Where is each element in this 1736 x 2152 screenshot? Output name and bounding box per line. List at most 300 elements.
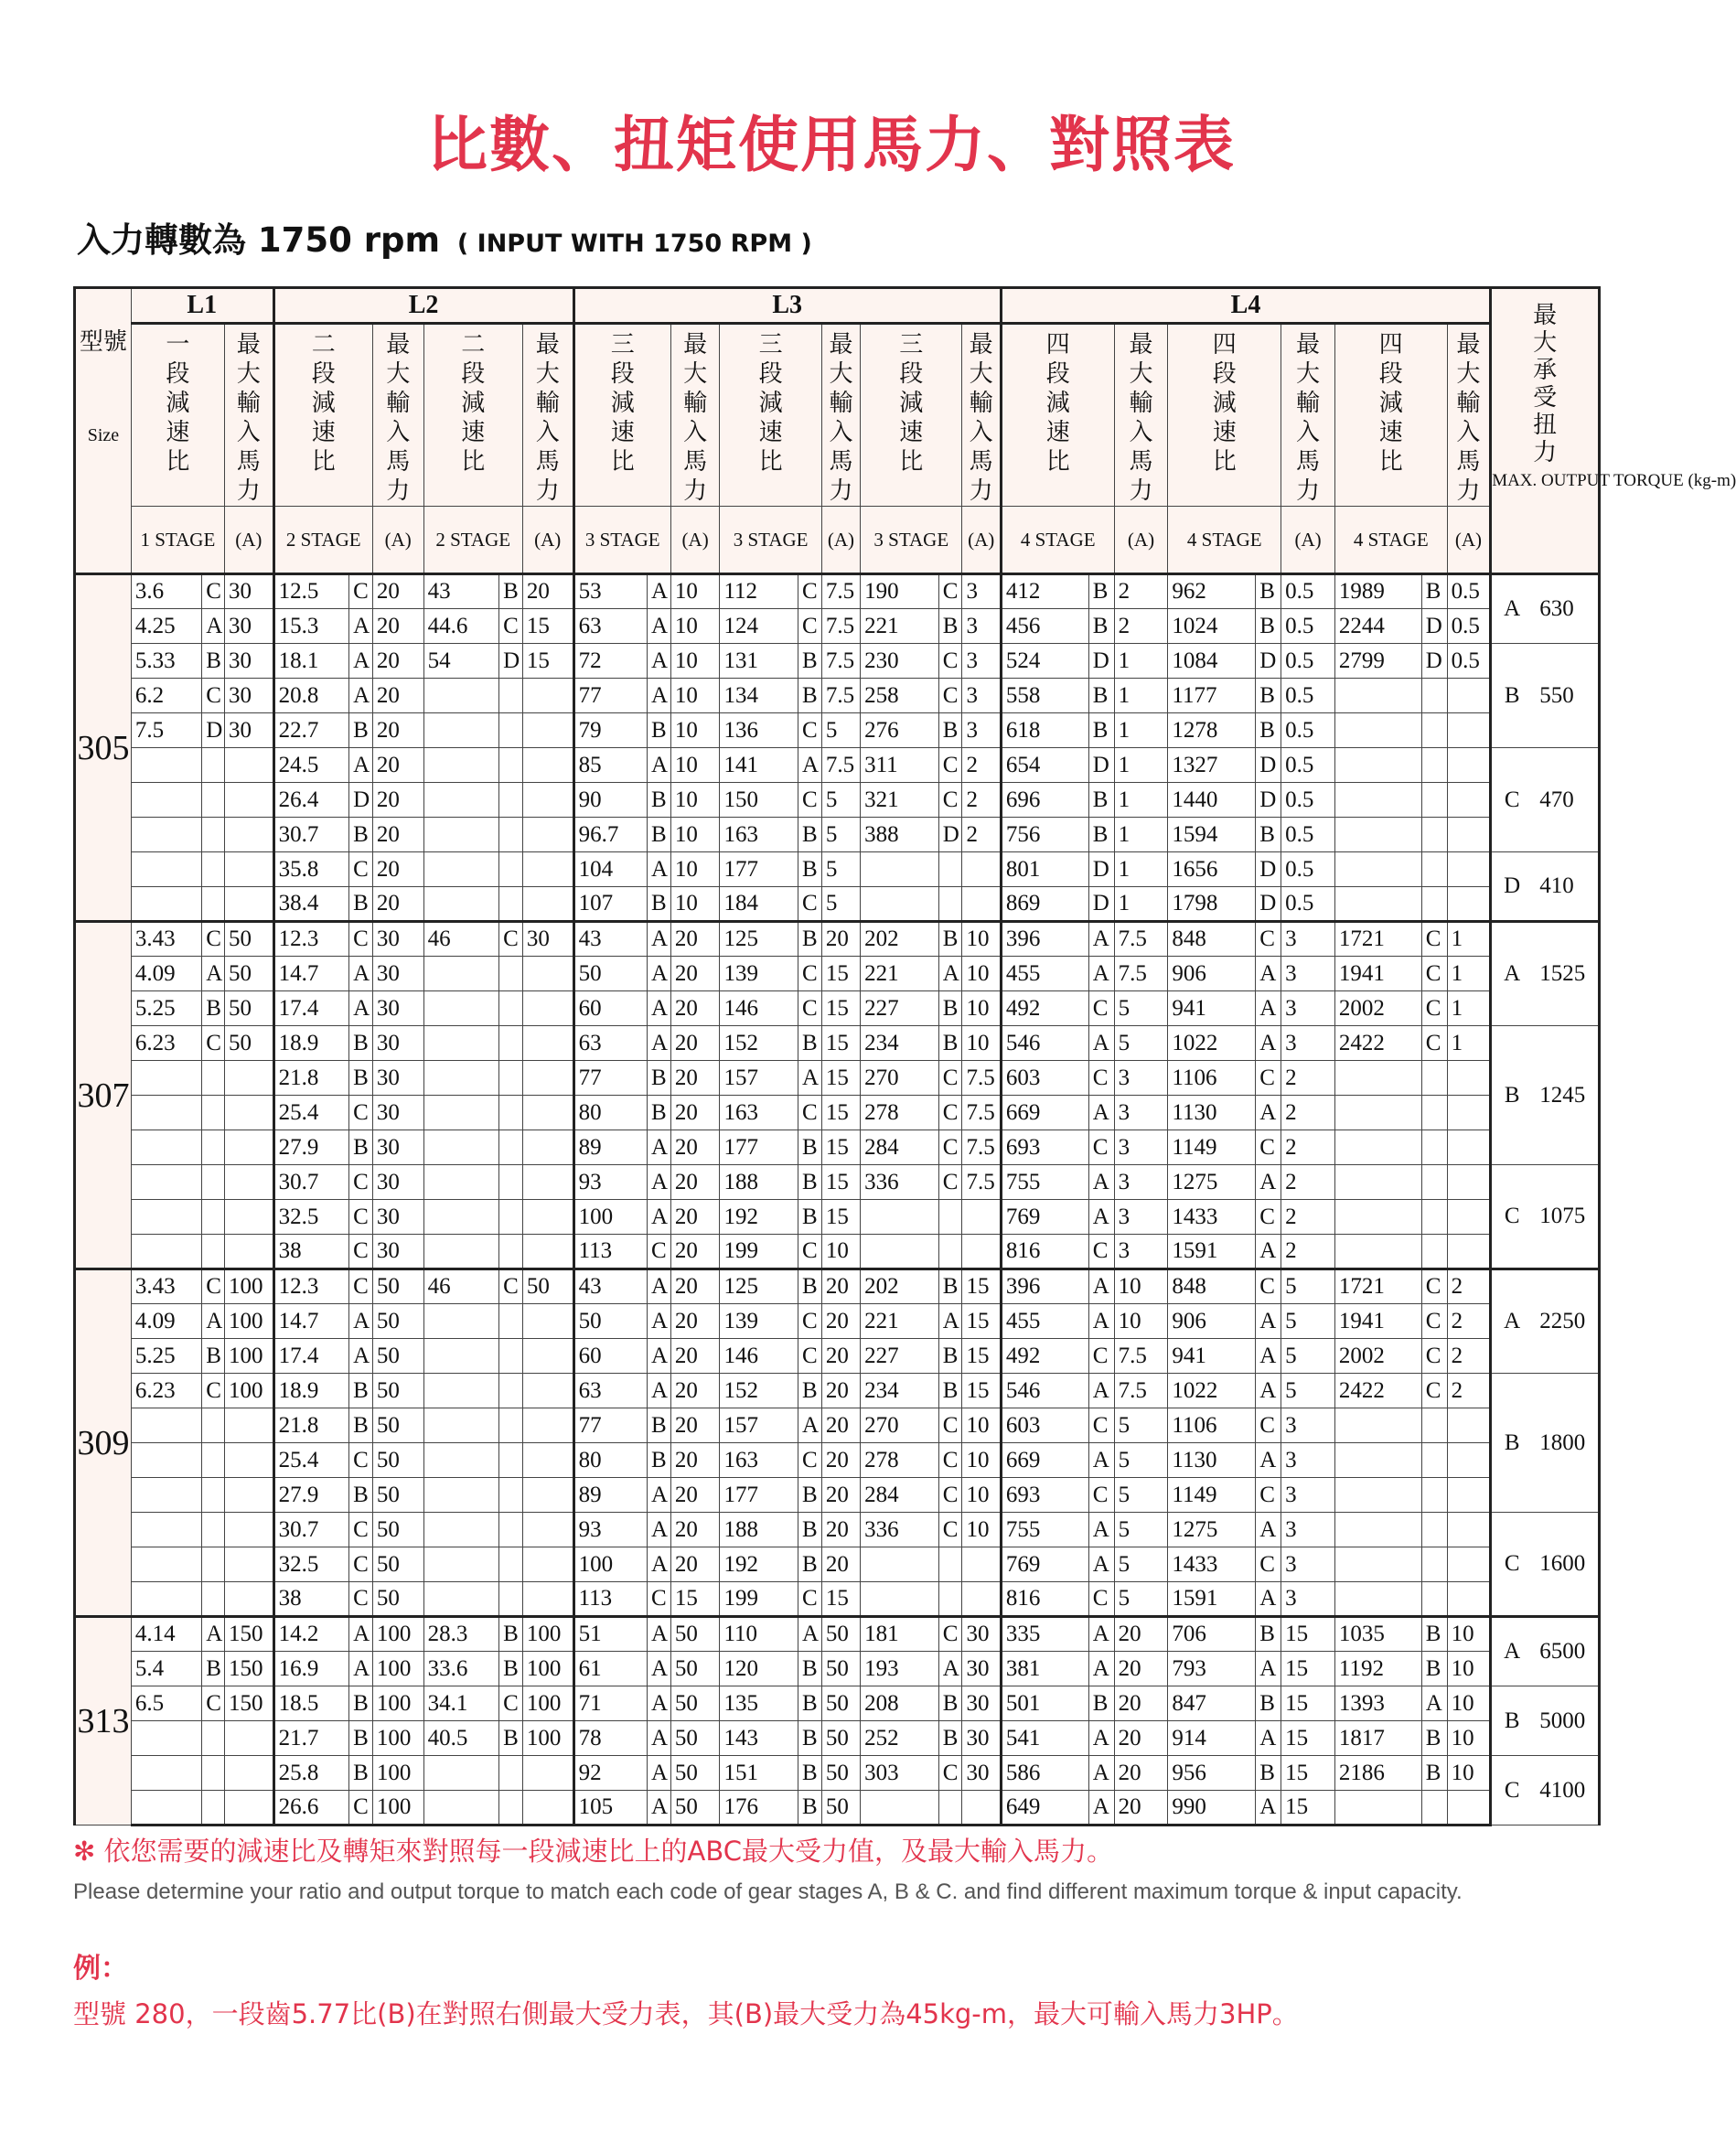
- ratio-cell: 769: [1001, 1547, 1088, 1582]
- hp-cell: 20: [670, 1235, 720, 1269]
- ratio-cell: 17.4: [273, 1339, 349, 1374]
- ratio-cell: 278: [861, 1443, 939, 1478]
- amp-header-8: (A): [1281, 507, 1335, 574]
- grade-cell: [202, 818, 225, 852]
- hp-cell: 15: [522, 644, 573, 679]
- torque-grade: B: [1504, 1082, 1520, 1108]
- ratio-cell: 1591: [1168, 1235, 1256, 1269]
- hp-cell: 100: [372, 1686, 423, 1721]
- ratio-cell: 46: [423, 922, 499, 957]
- grade-cell: [202, 748, 225, 783]
- grade-cell: B: [349, 1061, 373, 1096]
- stage-ratio-label: 一段減速比: [166, 331, 190, 476]
- grade-cell: C: [349, 1443, 373, 1478]
- max-torque-cell: [1491, 1269, 1600, 1374]
- hp-cell: 10: [962, 1513, 1001, 1547]
- hp-cell: 15: [821, 957, 860, 991]
- table-row: [75, 922, 1600, 957]
- stage-ratio-label: 三段減速比: [758, 331, 783, 476]
- table-row: [75, 609, 1600, 644]
- grade-cell: B: [1256, 574, 1281, 609]
- grade-cell: C: [202, 1269, 225, 1304]
- ratio-cell: 3.43: [131, 922, 201, 957]
- ratio-cell: 234: [861, 1026, 939, 1061]
- grade-cell: C: [349, 1165, 373, 1200]
- grade-cell: C: [202, 922, 225, 957]
- grade-cell: C: [349, 1547, 373, 1582]
- hp-cell: 50: [372, 1374, 423, 1408]
- hp-cell: [522, 679, 573, 713]
- hp-cell: 20: [522, 574, 573, 609]
- table-row: [75, 1617, 1600, 1652]
- ratio-cell: 96.7: [573, 818, 647, 852]
- grade-cell: [938, 1547, 962, 1582]
- ratio-cell: 20.8: [273, 679, 349, 713]
- torque-grade: C: [1504, 787, 1520, 812]
- hp-cell: 5: [1114, 1513, 1168, 1547]
- hp-cell: 20: [372, 783, 423, 818]
- grade-cell: B: [1088, 713, 1114, 748]
- hp-cell: 0.5: [1281, 748, 1335, 783]
- max-hp-label: 最大輸入馬力: [1296, 331, 1321, 505]
- grade-cell: C: [349, 1582, 373, 1617]
- hp-cell: 100: [224, 1304, 273, 1339]
- hp-cell: 3: [962, 609, 1001, 644]
- ratio-cell: 669: [1001, 1443, 1088, 1478]
- torque-grade: A: [1504, 1309, 1521, 1333]
- ratio-cell: 5.25: [131, 1339, 201, 1374]
- ratio-cell: [861, 887, 939, 922]
- hp-cell: 30: [962, 1721, 1001, 1756]
- stage-en-header-8: 4 STAGE: [1168, 507, 1281, 574]
- table-row: [75, 1756, 1600, 1791]
- hp-cell: 20: [372, 609, 423, 644]
- hp-cell: 30: [224, 609, 273, 644]
- ratio-cell: 177: [720, 1478, 798, 1513]
- hp-cell: 20: [670, 1443, 720, 1478]
- ratio-cell: 18.5: [273, 1686, 349, 1721]
- grade-cell: D: [1088, 887, 1114, 922]
- grade-cell: B: [1088, 783, 1114, 818]
- grade-cell: A: [349, 748, 373, 783]
- ratio-cell: 18.9: [273, 1026, 349, 1061]
- ratio-cell: 17.4: [273, 991, 349, 1026]
- grade-cell: B: [648, 887, 671, 922]
- grade-cell: C: [798, 609, 822, 644]
- grade-cell: A: [648, 1200, 671, 1235]
- hp-cell: 20: [821, 1478, 860, 1513]
- grade-cell: D: [938, 818, 962, 852]
- hp-cell: 1: [1114, 783, 1168, 818]
- hp-cell: [522, 1165, 573, 1200]
- hp-cell: [1447, 783, 1491, 818]
- hp-cell: 0.5: [1447, 644, 1491, 679]
- hp-cell: [522, 852, 573, 887]
- grade-cell: A: [202, 609, 225, 644]
- grade-cell: [1421, 1061, 1447, 1096]
- ratio-cell: 163: [720, 1096, 798, 1130]
- ratio-cell: 12.3: [273, 922, 349, 957]
- ratio-cell: 100: [573, 1200, 647, 1235]
- hp-cell: 2: [962, 748, 1001, 783]
- ratio-cell: [131, 852, 201, 887]
- example-text: 型號 280，一段齒5.77比(B)在對照右側最大受力表，其(B)最大受力為45kg-m，最大可輸入馬力3HP。: [73, 1998, 1299, 2029]
- hp-cell: [224, 783, 273, 818]
- grade-cell: A: [349, 679, 373, 713]
- grade-cell: B: [202, 1652, 225, 1686]
- ratio-cell: [1334, 1582, 1421, 1617]
- hp-cell: 20: [1114, 1756, 1168, 1791]
- hp-cell: 100: [224, 1374, 273, 1408]
- grade-cell: A: [648, 1686, 671, 1721]
- grade-cell: C: [1421, 1339, 1447, 1374]
- hp-cell: 5: [1281, 1269, 1335, 1304]
- hp-cell: 20: [372, 713, 423, 748]
- hp-cell: 15: [1281, 1686, 1335, 1721]
- grade-cell: A: [648, 644, 671, 679]
- grade-cell: B: [202, 644, 225, 679]
- hp-cell: 10: [670, 783, 720, 818]
- grade-cell: C: [938, 574, 962, 609]
- subtitle-english: ( INPUT WITH 1750 RPM ): [456, 230, 812, 258]
- hp-cell: 20: [670, 922, 720, 957]
- ratio-cell: [131, 1582, 201, 1617]
- stage-ratio-header-2: [273, 324, 372, 507]
- hp-cell: 1: [1447, 1026, 1491, 1061]
- grade-cell: [1421, 679, 1447, 713]
- hp-cell: [224, 887, 273, 922]
- ratio-cell: 92: [573, 1756, 647, 1791]
- hp-cell: 30: [224, 713, 273, 748]
- grade-cell: [202, 1200, 225, 1235]
- grade-cell: A: [1088, 1791, 1114, 1825]
- hp-cell: [224, 1582, 273, 1617]
- table-row: [75, 1721, 1600, 1756]
- ratio-cell: 199: [720, 1235, 798, 1269]
- hp-cell: 20: [372, 887, 423, 922]
- grade-cell: B: [798, 644, 822, 679]
- grade-cell: B: [349, 1721, 373, 1756]
- ratio-cell: [423, 957, 499, 991]
- grade-cell: [499, 1304, 523, 1339]
- ratio-cell: 141: [720, 748, 798, 783]
- ratio-cell: 1941: [1334, 957, 1421, 991]
- grade-cell: C: [798, 1582, 822, 1617]
- hp-cell: [1447, 1513, 1491, 1547]
- grade-cell: B: [798, 818, 822, 852]
- hp-cell: 20: [670, 1165, 720, 1200]
- hp-cell: 3: [1281, 1513, 1335, 1547]
- hp-cell: 15: [821, 1165, 860, 1200]
- ratio-cell: 1192: [1334, 1652, 1421, 1686]
- ratio-cell: 848: [1168, 1269, 1256, 1304]
- grade-cell: [499, 1374, 523, 1408]
- hp-cell: 3: [1281, 1026, 1335, 1061]
- ratio-cell: 33.6: [423, 1652, 499, 1686]
- ratio-cell: 270: [861, 1408, 939, 1443]
- table-row: [75, 748, 1600, 783]
- hp-cell: 0.5: [1281, 783, 1335, 818]
- ratio-cell: 388: [861, 818, 939, 852]
- torque-label-en: MAX. OUTPUT TORQUE (kg-m): [1492, 471, 1736, 490]
- ratio-cell: 177: [720, 852, 798, 887]
- hp-cell: 2: [1281, 1130, 1335, 1165]
- max-hp-header-1: [224, 324, 273, 507]
- hp-cell: 10: [962, 1026, 1001, 1061]
- grade-cell: A: [1256, 1165, 1281, 1200]
- stage-en-header-9: 4 STAGE: [1334, 507, 1447, 574]
- grade-cell: B: [938, 1686, 962, 1721]
- grade-cell: A: [1256, 1304, 1281, 1339]
- ratio-cell: [131, 1235, 201, 1269]
- max-torque-header: [1491, 288, 1736, 574]
- hp-cell: 3: [962, 574, 1001, 609]
- hp-cell: 7.5: [1114, 1374, 1168, 1408]
- hp-cell: [522, 1339, 573, 1374]
- ratio-cell: 146: [720, 1339, 798, 1374]
- ratio-cell: 755: [1001, 1513, 1088, 1547]
- hp-cell: 50: [821, 1756, 860, 1791]
- hp-cell: [522, 1513, 573, 1547]
- hp-cell: 100: [522, 1652, 573, 1686]
- ratio-cell: 6.23: [131, 1026, 201, 1061]
- grade-cell: [938, 1200, 962, 1235]
- ratio-cell: [423, 1130, 499, 1165]
- ratio-cell: 1941: [1334, 1304, 1421, 1339]
- grade-cell: [202, 852, 225, 887]
- ratio-cell: 14.7: [273, 957, 349, 991]
- ratio-cell: 412: [1001, 574, 1088, 609]
- hp-cell: 30: [372, 1130, 423, 1165]
- hp-cell: 50: [670, 1721, 720, 1756]
- ratio-cell: 157: [720, 1061, 798, 1096]
- hp-cell: 50: [224, 1026, 273, 1061]
- grade-cell: A: [1256, 1374, 1281, 1408]
- max-hp-header-6: [962, 324, 1001, 507]
- ratio-cell: [1334, 1165, 1421, 1200]
- hp-cell: 7.5: [962, 1061, 1001, 1096]
- stage-ratio-header-3: [423, 324, 522, 507]
- ratio-cell: [1334, 1547, 1421, 1582]
- hp-cell: [1447, 1200, 1491, 1235]
- ratio-cell: 22.7: [273, 713, 349, 748]
- ratio-cell: 89: [573, 1130, 647, 1165]
- ratio-cell: 30.7: [273, 1165, 349, 1200]
- ratio-cell: 1084: [1168, 644, 1256, 679]
- hp-cell: 10: [1114, 1269, 1168, 1304]
- ratio-cell: [423, 1408, 499, 1443]
- grade-cell: A: [798, 748, 822, 783]
- table-row: [75, 644, 1600, 679]
- ratio-cell: 303: [861, 1756, 939, 1791]
- ratio-cell: [423, 1235, 499, 1269]
- hp-cell: 30: [522, 922, 573, 957]
- ratio-cell: [423, 852, 499, 887]
- ratio-cell: 1591: [1168, 1582, 1256, 1617]
- stage-en-header-2: 2 STAGE: [273, 507, 372, 574]
- hp-cell: 20: [670, 1269, 720, 1304]
- hp-cell: 1: [1114, 852, 1168, 887]
- grade-cell: [938, 887, 962, 922]
- torque-grade: C: [1504, 1777, 1520, 1803]
- ratio-cell: 906: [1168, 1304, 1256, 1339]
- hp-cell: [522, 957, 573, 991]
- hp-cell: 100: [224, 1339, 273, 1374]
- grade-cell: D: [1256, 783, 1281, 818]
- grade-cell: B: [1088, 818, 1114, 852]
- ratio-cell: 107: [573, 887, 647, 922]
- hp-cell: 2: [1281, 1165, 1335, 1200]
- table-row: [75, 991, 1600, 1026]
- hp-cell: 15: [821, 1200, 860, 1235]
- hp-cell: 30: [372, 1061, 423, 1096]
- ratio-cell: 21.8: [273, 1408, 349, 1443]
- torque-value: 2250: [1539, 1309, 1586, 1333]
- hp-cell: 20: [1114, 1617, 1168, 1652]
- max-hp-header-4: [670, 324, 720, 507]
- ratio-cell: 1022: [1168, 1026, 1256, 1061]
- torque-value: 1800: [1539, 1429, 1586, 1455]
- hp-cell: [522, 1130, 573, 1165]
- table-row: [75, 1200, 1600, 1235]
- hp-cell: 10: [670, 574, 720, 609]
- table-row: [75, 1652, 1600, 1686]
- ratio-cell: 396: [1001, 1269, 1088, 1304]
- hp-cell: 20: [670, 991, 720, 1026]
- hp-cell: 10: [670, 818, 720, 852]
- hp-cell: 7.5: [1114, 922, 1168, 957]
- ratio-cell: [423, 679, 499, 713]
- grade-cell: B: [798, 1756, 822, 1791]
- hp-cell: 7.5: [962, 1130, 1001, 1165]
- input-speed-subtitle: [77, 212, 812, 262]
- ratio-cell: 152: [720, 1374, 798, 1408]
- hp-cell: [224, 1721, 273, 1756]
- hp-cell: 50: [372, 1304, 423, 1339]
- model-number: 309: [75, 1269, 132, 1617]
- grade-cell: A: [1088, 1547, 1114, 1582]
- grade-cell: [499, 713, 523, 748]
- hp-cell: 15: [821, 1096, 860, 1130]
- max-torque-cell: [1491, 1513, 1600, 1617]
- hp-cell: 20: [670, 1096, 720, 1130]
- grade-cell: A: [1088, 1721, 1114, 1756]
- hp-cell: [522, 1374, 573, 1408]
- hp-cell: 15: [1281, 1721, 1335, 1756]
- ratio-cell: [423, 1304, 499, 1339]
- grade-cell: [202, 1721, 225, 1756]
- grade-cell: A: [202, 957, 225, 991]
- ratio-cell: 649: [1001, 1791, 1088, 1825]
- hp-cell: 5: [1114, 1408, 1168, 1443]
- grade-cell: [499, 1339, 523, 1374]
- grade-cell: C: [349, 574, 373, 609]
- grade-cell: B: [798, 1269, 822, 1304]
- ratio-cell: 125: [720, 922, 798, 957]
- max-torque-cell: [1491, 852, 1600, 922]
- grade-cell: D: [349, 783, 373, 818]
- ratio-cell: [131, 1478, 201, 1513]
- grade-cell: [202, 1756, 225, 1791]
- ratio-cell: 202: [861, 1269, 939, 1304]
- ratio-cell: 1440: [1168, 783, 1256, 818]
- grade-cell: A: [1088, 922, 1114, 957]
- ratio-cell: [423, 1096, 499, 1130]
- hp-cell: 30: [372, 1096, 423, 1130]
- hp-cell: [1447, 1791, 1491, 1825]
- ratio-cell: 54: [423, 644, 499, 679]
- ratio-cell: 77: [573, 1408, 647, 1443]
- ratio-cell: 105: [573, 1791, 647, 1825]
- hp-cell: 2: [1114, 574, 1168, 609]
- ratio-cell: 1024: [1168, 609, 1256, 644]
- hp-cell: 20: [670, 1339, 720, 1374]
- stage-ratio-label: 四段減速比: [1045, 331, 1070, 476]
- hp-cell: 3: [1281, 1582, 1335, 1617]
- torque-value: 1525: [1539, 961, 1586, 986]
- grade-cell: A: [648, 1374, 671, 1408]
- hp-cell: [224, 818, 273, 852]
- hp-cell: 100: [372, 1791, 423, 1825]
- grade-cell: B: [1421, 1617, 1447, 1652]
- hp-cell: 15: [670, 1582, 720, 1617]
- ratio-cell: [423, 783, 499, 818]
- grade-cell: C: [938, 1165, 962, 1200]
- hp-cell: 3: [1114, 1235, 1168, 1269]
- grade-cell: A: [1256, 991, 1281, 1026]
- ratio-cell: [131, 783, 201, 818]
- hp-cell: 20: [821, 1304, 860, 1339]
- grade-cell: A: [349, 991, 373, 1026]
- ratio-cell: 381: [1001, 1652, 1088, 1686]
- max-torque-cell: [1491, 1165, 1600, 1269]
- grade-cell: C: [202, 1026, 225, 1061]
- hp-cell: [522, 1582, 573, 1617]
- grade-cell: C: [798, 1339, 822, 1374]
- hp-cell: 2: [1447, 1374, 1491, 1408]
- hp-cell: 5: [821, 852, 860, 887]
- hp-cell: 0.5: [1281, 609, 1335, 644]
- ratio-cell: 311: [861, 748, 939, 783]
- grade-cell: C: [1421, 1026, 1447, 1061]
- grade-cell: [499, 1478, 523, 1513]
- hp-cell: 50: [372, 1408, 423, 1443]
- grade-cell: A: [1088, 1652, 1114, 1686]
- hp-cell: 15: [522, 609, 573, 644]
- grade-cell: [499, 679, 523, 713]
- grade-cell: [499, 1582, 523, 1617]
- ratio-cell: 848: [1168, 922, 1256, 957]
- max-torque-cell: [1491, 1026, 1600, 1165]
- ratio-cell: 27.9: [273, 1130, 349, 1165]
- ratio-cell: 21.8: [273, 1061, 349, 1096]
- grade-cell: B: [1088, 679, 1114, 713]
- ratio-cell: 524: [1001, 644, 1088, 679]
- max-hp-header-7: [1114, 324, 1168, 507]
- ratio-cell: 15.3: [273, 609, 349, 644]
- ratio-cell: 188: [720, 1165, 798, 1200]
- ratio-cell: [423, 1165, 499, 1200]
- ratio-cell: [131, 1200, 201, 1235]
- ratio-cell: [1334, 1061, 1421, 1096]
- hp-cell: 50: [670, 1686, 720, 1721]
- stage-ratio-label: 二段減速比: [461, 331, 486, 476]
- grade-cell: [202, 1165, 225, 1200]
- ratio-cell: 1035: [1334, 1617, 1421, 1652]
- grade-cell: B: [798, 1478, 822, 1513]
- torque-grade: D: [1504, 873, 1521, 898]
- grade-cell: [499, 1061, 523, 1096]
